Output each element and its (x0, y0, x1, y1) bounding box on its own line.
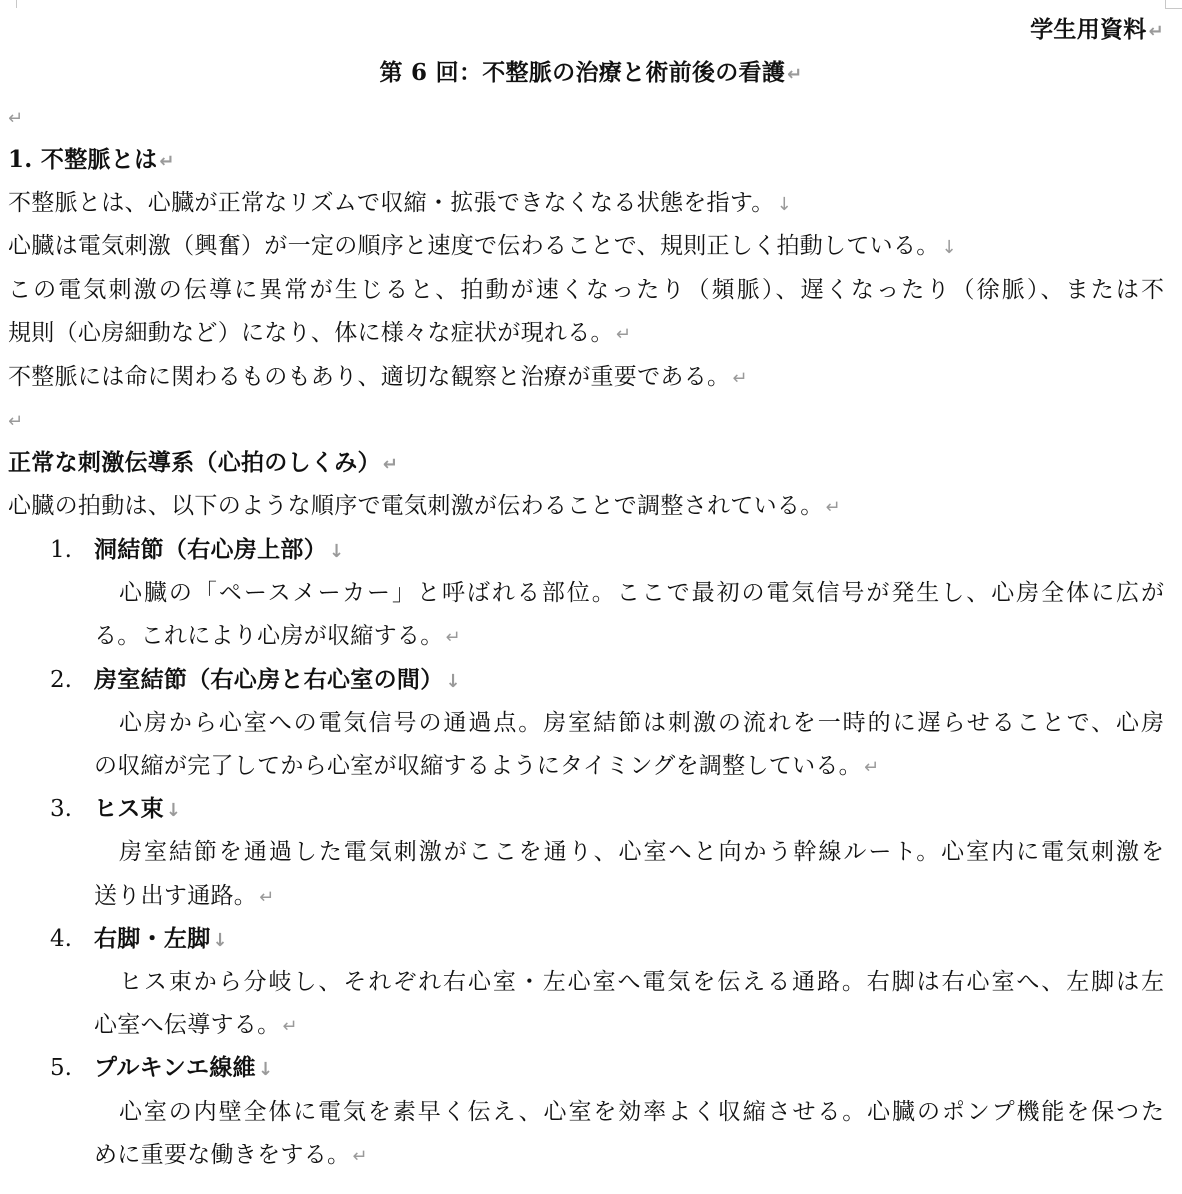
empty-paragraph (6, 102, 23, 134)
document-title: 第 6 回：不整脈の治療と術前後の看護 ↵ (379, 59, 803, 86)
line-break-icon: ↓ (329, 541, 345, 562)
body-text: 心臓は電気刺激（興奮）が一定の順序と速度で伝わることで、規則正しく拍動している。 ↓ (8, 233, 957, 259)
paragraph-mark-icon: ↵ (1148, 21, 1164, 42)
body-text: 規則（心房細動など）になり、体に様々な症状が現れる。 ↵ (8, 320, 632, 346)
paragraph-mark-icon: ↵ (159, 151, 175, 172)
list-item-text: 心室へ伝導する。 ↵ (94, 1012, 298, 1038)
page-corner-mark-left (0, 0, 17, 8)
paragraph-mark-icon: ↵ (825, 497, 841, 518)
body-text: 不整脈には命に関わるものもあり、適切な観察と治療が重要である。 ↵ (8, 364, 748, 390)
list-item-text: ヒス束から分岐し、それぞれ右心室・左心室へ電気を伝える通路。右脚は右心室へ、左脚は左 (119, 969, 1164, 995)
line-break-icon: ↓ (941, 237, 957, 258)
document-label: 学生用資料 ↵ (1030, 16, 1164, 43)
paragraph-mark-icon: ↵ (863, 757, 880, 778)
paragraph-mark-icon: ↵ (732, 368, 748, 389)
line-break-icon: ↓ (257, 1059, 274, 1080)
list-item-title: プルキンエ線維 ↓ (94, 1054, 274, 1081)
list-number: 5. (50, 1055, 72, 1081)
list-item-title: 房室結節（右心房と右心室の間） ↓ (94, 666, 461, 693)
list-item-text: 心房から心室への電気信号の通過点。房室結節は刺激の流れを一時的に遅らせることで、心房 (119, 710, 1164, 736)
list-item-text: 送り出す通路。 ↵ (94, 883, 275, 909)
paragraph-mark-icon: ↵ (445, 627, 461, 648)
paragraph-mark-icon: ↵ (8, 411, 24, 432)
section-heading: 1. 不整脈とは ↵ (8, 146, 175, 173)
list-number: 3. (50, 796, 72, 822)
list-number: 1. (50, 537, 72, 563)
line-break-icon: ↓ (165, 800, 182, 821)
line-break-icon: ↓ (212, 930, 228, 951)
paragraph-mark-icon: ↵ (259, 887, 275, 908)
list-item-title: 右脚・左脚 ↓ (94, 925, 228, 952)
list-item-title: ヒス束 ↓ (94, 795, 182, 822)
section-heading: 正常な刺激伝導系（心拍のしくみ） ↵ (8, 449, 399, 476)
paragraph-mark-icon: ↵ (615, 324, 632, 345)
body-text: 不整脈とは、心臓が正常なリズムで収縮・拡張できなくなる状態を指す。 ↓ (8, 190, 792, 216)
list-item-text: 心室の内壁全体に電気を素早く伝え、心室を効率よく収縮させる。心臓のポンプ機能を保つた (119, 1099, 1164, 1125)
page-corner-mark-right (1165, 0, 1182, 9)
list-item-text: めに重要な働きをする。 ↵ (94, 1142, 368, 1168)
paragraph-mark-icon: ↵ (282, 1016, 298, 1037)
list-item-text: の収縮が完了してから心室が収縮するようにタイミングを調整している。 ↵ (94, 753, 880, 779)
empty-paragraph (6, 405, 23, 437)
list-item-title: 洞結節（右心房上部） ↓ (94, 536, 345, 563)
list-item-text: 房室結節を通過した電気刺激がここを通り、心室へと向かう幹線ルート。心室内に電気刺激を (119, 839, 1164, 865)
line-break-icon: ↓ (776, 194, 792, 215)
body-text: 心臓の拍動は、以下のような順序で電気刺激が伝わることで調整されている。 ↵ (8, 493, 841, 519)
line-break-icon: ↓ (445, 671, 461, 692)
paragraph-mark-icon: ↵ (8, 108, 24, 129)
paragraph-mark-icon: ↵ (787, 64, 803, 85)
body-text: この電気刺激の伝導に異常が生じると、拍動が速くなったり（頻脈）、遅くなったり（徐脈）、または不 (8, 277, 1164, 303)
list-number: 4. (50, 926, 72, 952)
list-number: 2. (50, 667, 72, 693)
paragraph-mark-icon: ↵ (382, 454, 399, 475)
list-item-text: る。これにより心房が収縮する。 ↵ (94, 623, 461, 649)
paragraph-mark-icon: ↵ (352, 1146, 368, 1167)
list-item-text: 心臓の「ペースメーカー」と呼ばれる部位。ここで最初の電気信号が発生し、心房全体に広が (119, 580, 1164, 606)
